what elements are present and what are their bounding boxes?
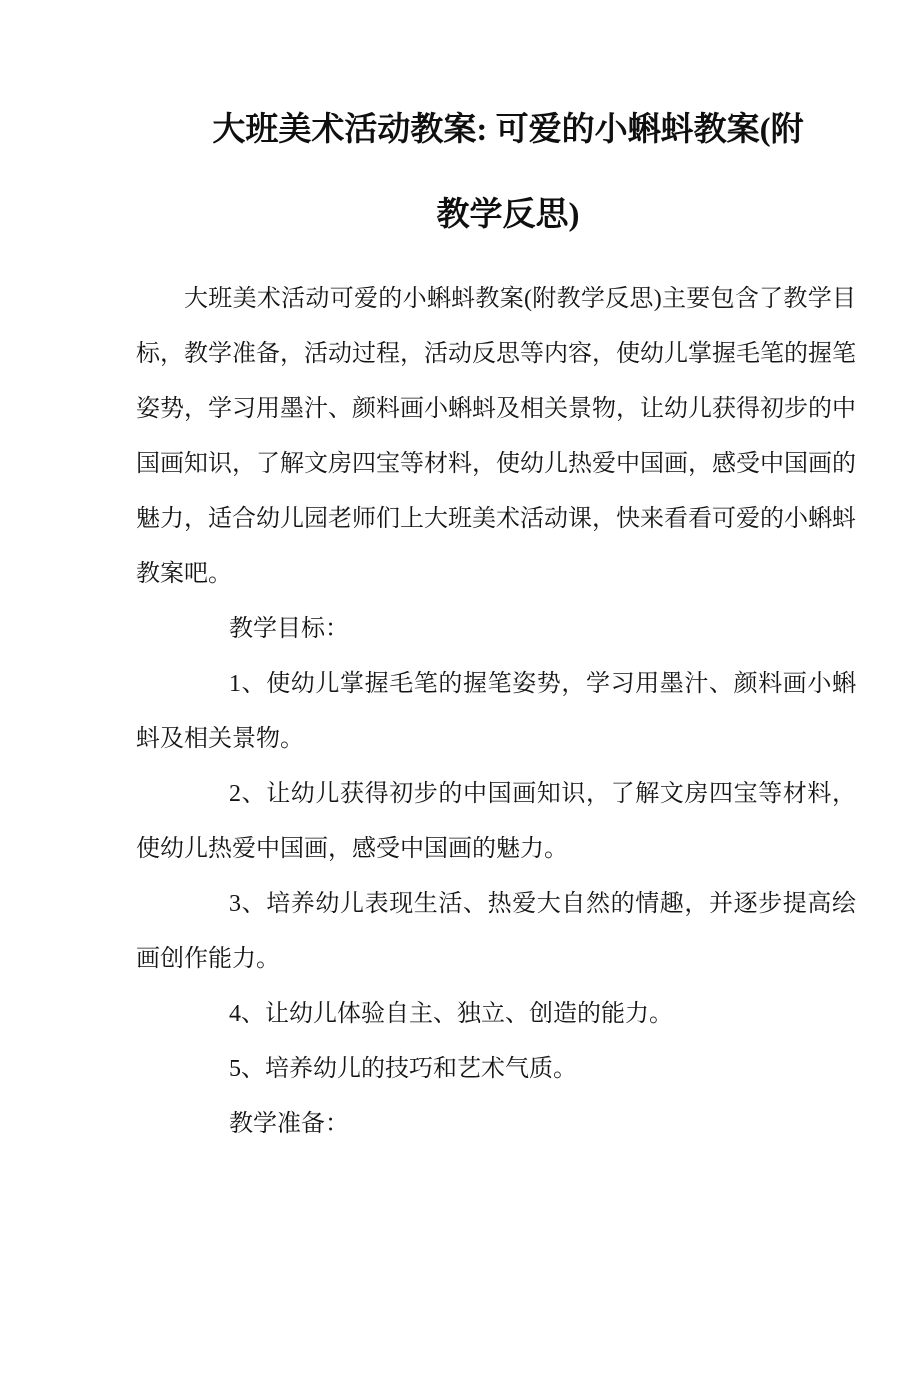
page-title-line-1: 大班美术活动教案: 可爱的小蝌蚪教案(附 [212,112,804,148]
list-item-goal-4: 4、让幼儿体验自主、独立、创造的能力。 [229,1001,673,1027]
page-title-line-2: 教学反思) [436,197,580,233]
list-item-goal-2: 2、让幼儿获得初步的中国画知识，了解文房四宝等材料，使幼儿热爱中国画，感受中国画的魅力。 [136,781,856,862]
section-heading-teaching-goals: 教学目标： [229,616,349,642]
list-item-goal-1: 1、使幼儿掌握毛笔的握笔姿势，学习用墨汁、颜料画小蝌蚪及相关景物。 [136,671,856,752]
list-item-goal-5: 5、培养幼儿的技巧和艺术气质。 [229,1056,577,1082]
list-item-goal-3: 3、培养幼儿表现生活、热爱大自然的情趣，并逐步提高绘画创作能力。 [136,891,856,972]
document-page [0,88,920,1390]
document-body [136,272,856,1152]
page-title [198,88,818,258]
paragraph-intro: 大班美术活动可爱的小蝌蚪教案(附教学反思)主要包含了教学目标，教学准备，活动过程，活动反思等内容，使幼儿掌握毛笔的握笔姿势，学习用墨汁、颜料画小蝌蚪及相关景物，让幼儿获得初步的中国画知识，了解文房四宝等材料，使幼儿热爱中国画，感受中国画的魅力，适合幼儿园老师们上大班美术活动课，快来看看可爱的小蝌蚪教案吧。 [136,286,856,587]
section-heading-teaching-preparation: 教学准备： [229,1111,349,1137]
